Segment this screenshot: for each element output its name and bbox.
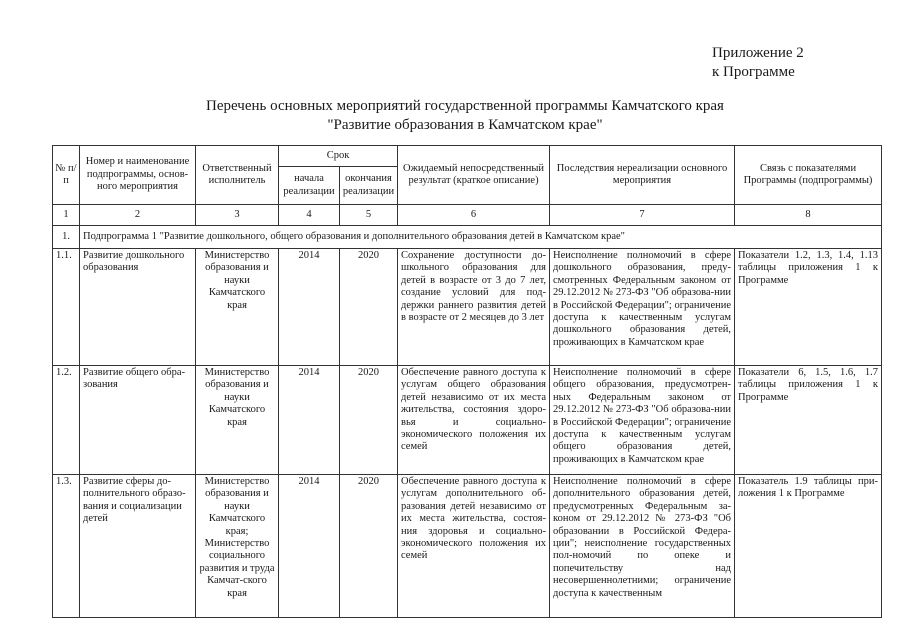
column-number: 6 <box>398 205 550 226</box>
header-name: Номер и наименование подпрограммы, основ-ного мероприятия <box>80 146 196 205</box>
page-title <box>60 97 870 135</box>
row-result: Сохранение доступности до-школьного образования для детей в возрасте от 3 до 7 лет, создание условий для под-держки раннего развития детей в возрасте от 2 месяцев до 3 лет <box>398 249 550 366</box>
row-start: 2014 <box>279 249 340 366</box>
row-start: 2014 <box>279 475 340 618</box>
table-row <box>53 249 882 366</box>
row-name: Развитие общего обра-зования <box>80 366 196 475</box>
row-executor: Министерство образования и науки Камчатского края <box>196 249 279 366</box>
row-result: Обеспечение равного доступа к услугам общего образования детей независимо от их места жительства, состояния здоро-вья и социально-экономического положения их семей <box>398 366 550 475</box>
header-term: Срок <box>279 146 398 167</box>
subprogram-title: Подпрограмма 1 "Развитие дошкольного, общего образования и дополнительного образования детей в Камчатском крае" <box>80 226 882 249</box>
row-consequences: Неисполнение полномочий в сфере дошкольного образования, преду-смотренных Федеральным законом от 29.12.2012 № 273-ФЗ "Об образова-нии в Российской Федерации"; ограничение доступа к качественным услугам дошкольного образования детей, проживающих в Камчатском крае <box>550 249 735 366</box>
header-num: № п/п <box>53 146 80 205</box>
row-name: Развитие дошкольного образования <box>80 249 196 366</box>
column-number: 5 <box>340 205 398 226</box>
appendix-label <box>712 44 892 82</box>
header-executor: Ответственный исполнитель <box>196 146 279 205</box>
column-number: 3 <box>196 205 279 226</box>
row-start: 2014 <box>279 366 340 475</box>
row-result: Обеспечение равного доступа к услугам дополнительного об-разования детей независимо от их места жительства, состоя-ния здоровья и социально-экономического положения их семей <box>398 475 550 618</box>
header-start: начала реализации <box>279 167 340 205</box>
subprogram-row <box>53 226 882 249</box>
column-number: 2 <box>80 205 196 226</box>
row-end: 2020 <box>340 366 398 475</box>
column-number: 4 <box>279 205 340 226</box>
row-consequences: Неисполнение полномочий в сфере дополнительного образования детей, предусмотренных Федеральным за-коном от 29.12.2012 № 273-ФЗ "Об образовании в Российской Федера-ции"; неисполнение государственных пол-номочий по опеке и попечительству над несовершеннолетними; ограничение доступа к качественным <box>550 475 735 618</box>
column-number: 1 <box>53 205 80 226</box>
measures-table <box>52 145 882 618</box>
row-name: Развитие сферы до-полнительного образо-вания и социализации детей <box>80 475 196 618</box>
column-number: 7 <box>550 205 735 226</box>
row-link: Показатель 1.9 таблицы при-ложения 1 к Программе <box>735 475 882 618</box>
row-executor: Министерство образования и науки Камчатского края; Министерство социального развития и труда Камчат-ского края <box>196 475 279 618</box>
header-consequences: Последствия нереализации основного мероприятия <box>550 146 735 205</box>
row-consequences: Неисполнение полномочий в сфере общего образования, предусмотрен-ных Федеральным законом от 29.12.2012 № 273-ФЗ "Об образова-нии в Российской Федерации"; ограничение доступа к качественным услугам общего образования детей, проживающих в Камчатском крае <box>550 366 735 475</box>
appendix-line-2: к Программе <box>712 64 795 80</box>
row-link: Показатели 6, 1.5, 1.6, 1.7 таблицы приложения 1 к Программе <box>735 366 882 475</box>
title-line-1: Перечень основных мероприятий государственной программы Камчатского края <box>206 98 724 114</box>
row-num: 1.3. <box>53 475 80 618</box>
row-num: 1.2. <box>53 366 80 475</box>
title-line-2: "Развитие образования в Камчатском крае" <box>327 117 603 133</box>
row-num: 1.1. <box>53 249 80 366</box>
header-end: окончания реализации <box>340 167 398 205</box>
header-result: Ожидаемый непосредственный результат (краткое описание) <box>398 146 550 205</box>
subprogram-num: 1. <box>53 226 80 249</box>
row-link: Показатели 1.2, 1.3, 1.4, 1.13 таблицы приложения 1 к Программе <box>735 249 882 366</box>
header-link: Связь с показателями Программы (подпрограммы) <box>735 146 882 205</box>
column-numbers-row <box>53 205 882 226</box>
row-end: 2020 <box>340 475 398 618</box>
table-row <box>53 475 882 618</box>
appendix-line-1: Приложение 2 <box>712 45 804 61</box>
column-number: 8 <box>735 205 882 226</box>
row-executor: Министерство образования и науки Камчатского края <box>196 366 279 475</box>
row-end: 2020 <box>340 249 398 366</box>
header-row <box>53 146 882 167</box>
table-row <box>53 366 882 475</box>
